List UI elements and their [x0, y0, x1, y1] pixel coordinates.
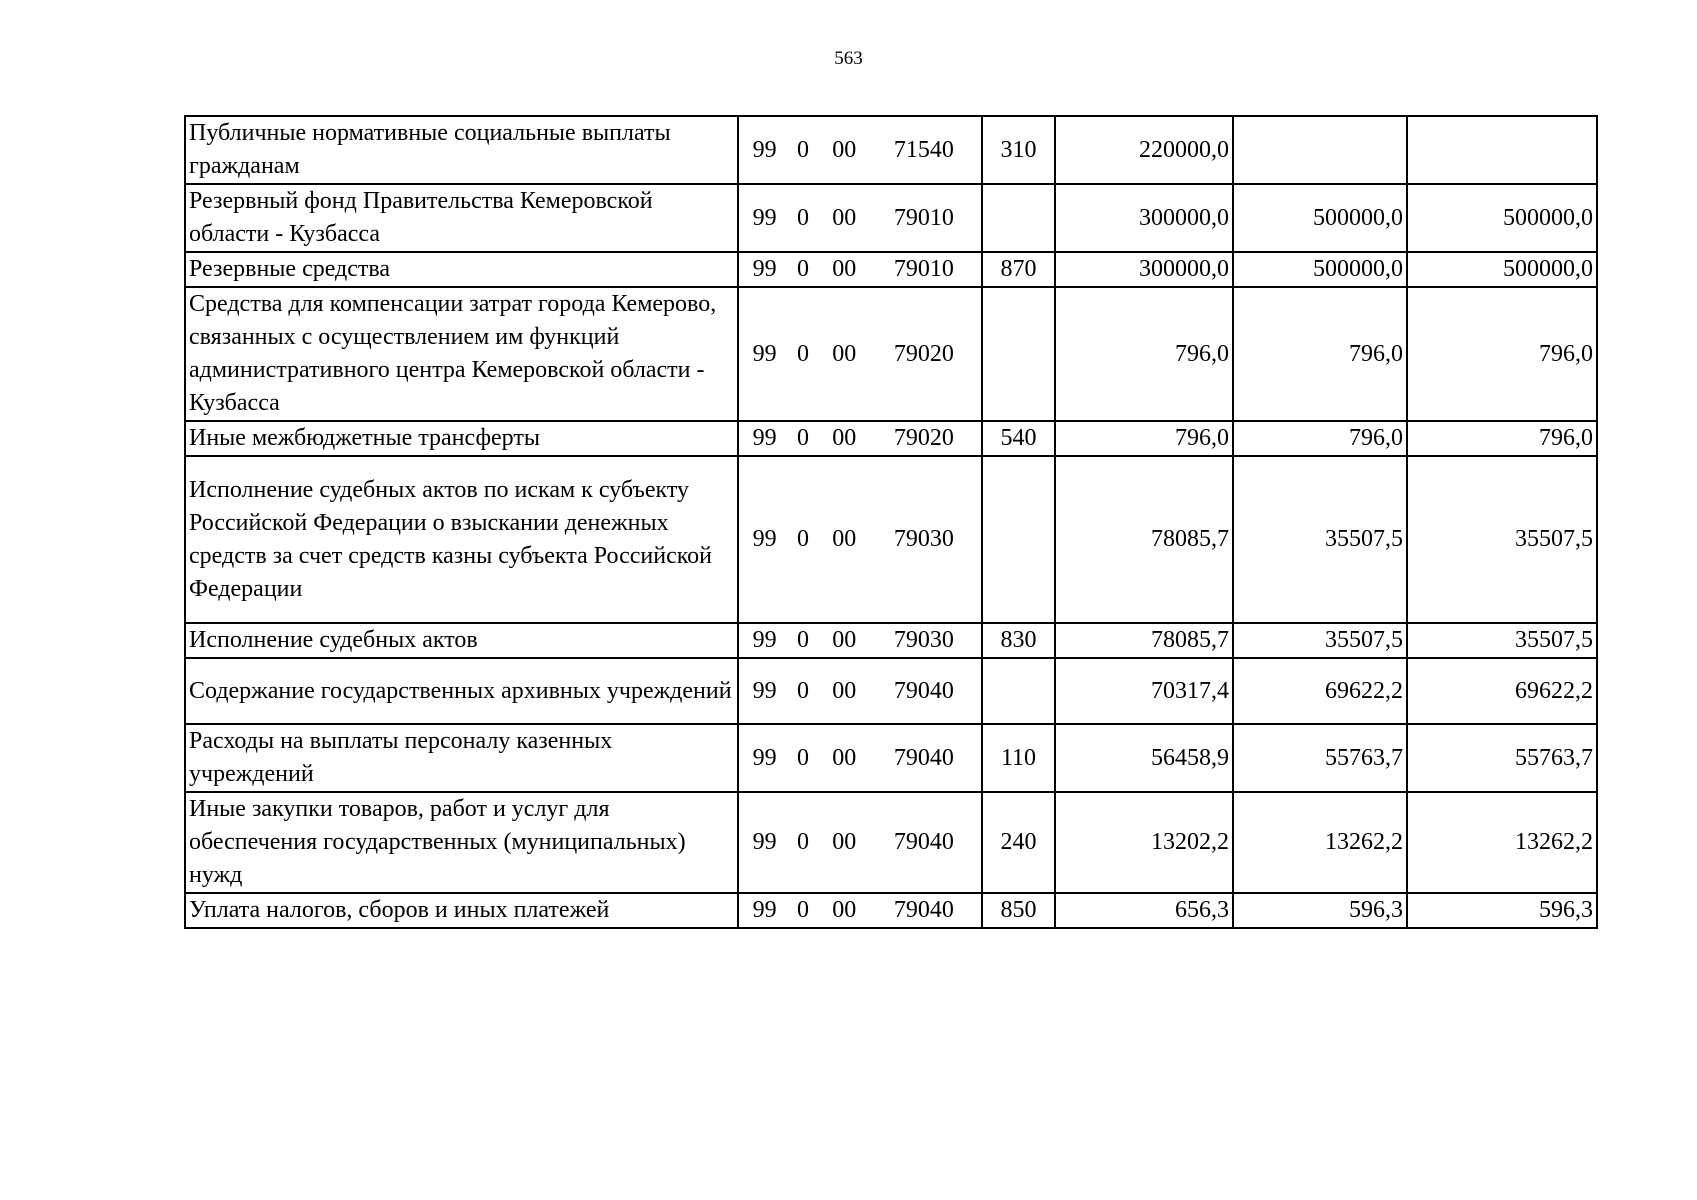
- subprogram-code: 0: [796, 204, 809, 231]
- amount-year-1: 13202,2: [1055, 792, 1233, 893]
- direction-code: 00: [832, 256, 857, 282]
- budget-table: [184, 115, 1598, 929]
- amount-year-3: 596,3: [1407, 893, 1597, 928]
- amount-year-1: 56458,9: [1055, 724, 1233, 792]
- amount-year-3: 69622,2: [1407, 658, 1597, 724]
- item-name: Резервные средства: [185, 252, 738, 287]
- table-row: [185, 287, 1597, 421]
- amount-year-3: 796,0: [1407, 287, 1597, 421]
- target-article-code: [738, 456, 982, 623]
- expense-code: 79010: [893, 256, 954, 282]
- subprogram-code: 0: [796, 526, 809, 552]
- amount-year-3: 13262,2: [1407, 792, 1597, 893]
- item-name: Расходы на выплаты персоналу казенных учреждений: [185, 724, 738, 792]
- expense-type-code: 240: [982, 792, 1055, 893]
- subprogram-code: 0: [796, 829, 809, 855]
- program-code: 99: [752, 829, 777, 855]
- amount-year-1: 78085,7: [1055, 456, 1233, 623]
- amount-year-1: 300000,0: [1055, 184, 1233, 252]
- subprogram-code: 0: [796, 744, 809, 771]
- amount-year-2: 69622,2: [1233, 658, 1407, 724]
- target-article-code: [738, 116, 982, 184]
- amount-year-1: 796,0: [1055, 421, 1233, 456]
- direction-code: 00: [832, 340, 857, 367]
- item-name: Иные закупки товаров, работ и услуг для обеспечения государственных (муниципальных) нужд: [185, 792, 738, 893]
- table-row: [185, 623, 1597, 658]
- subprogram-code: 0: [796, 136, 809, 163]
- item-name: Уплата налогов, сборов и иных платежей: [185, 893, 738, 928]
- expense-code: 79040: [893, 897, 954, 923]
- amount-year-3: 35507,5: [1407, 456, 1597, 623]
- target-article-code: [738, 658, 982, 724]
- expense-code: 79040: [893, 744, 954, 771]
- item-name: Публичные нормативные социальные выплаты гражданам: [185, 116, 738, 184]
- program-code: 99: [752, 677, 777, 704]
- subprogram-code: 0: [796, 677, 809, 704]
- subprogram-code: 0: [796, 425, 809, 451]
- target-article-code: [738, 792, 982, 893]
- expense-type-code: [982, 184, 1055, 252]
- subprogram-code: 0: [796, 897, 809, 923]
- table-row: [185, 658, 1597, 724]
- expense-type-code: 850: [982, 893, 1055, 928]
- amount-year-2: 55763,7: [1233, 724, 1407, 792]
- program-code: 99: [752, 136, 777, 163]
- amount-year-2: 796,0: [1233, 287, 1407, 421]
- subprogram-code: 0: [796, 340, 809, 367]
- amount-year-3: 55763,7: [1407, 724, 1597, 792]
- subprogram-code: 0: [796, 256, 809, 282]
- expense-type-code: 110: [982, 724, 1055, 792]
- expense-type-code: 830: [982, 623, 1055, 658]
- direction-code: 00: [832, 136, 857, 163]
- item-name: Иные межбюджетные трансферты: [185, 421, 738, 456]
- program-code: 99: [752, 340, 777, 367]
- target-article-code: [738, 724, 982, 792]
- amount-year-2: 796,0: [1233, 421, 1407, 456]
- expense-code: 79010: [893, 204, 954, 231]
- amount-year-1: 656,3: [1055, 893, 1233, 928]
- amount-year-1: 78085,7: [1055, 623, 1233, 658]
- expense-type-code: 870: [982, 252, 1055, 287]
- amount-year-2: 500000,0: [1233, 184, 1407, 252]
- target-article-code: [738, 184, 982, 252]
- program-code: 99: [752, 204, 777, 231]
- expense-code: 71540: [893, 136, 954, 163]
- expense-code: 79020: [893, 425, 954, 451]
- amount-year-2: [1233, 116, 1407, 184]
- expense-code: 79030: [893, 627, 954, 653]
- item-name: Содержание государственных архивных учреждений: [185, 658, 738, 724]
- table-row: [185, 116, 1597, 184]
- target-article-code: [738, 421, 982, 456]
- amount-year-2: 13262,2: [1233, 792, 1407, 893]
- expense-code: 79040: [893, 829, 954, 855]
- direction-code: 00: [832, 897, 857, 923]
- budget-table-body: [185, 116, 1597, 928]
- program-code: 99: [752, 897, 777, 923]
- item-name: Резервный фонд Правительства Кемеровской области - Кузбасса: [185, 184, 738, 252]
- table-row: [185, 252, 1597, 287]
- program-code: 99: [752, 744, 777, 771]
- expense-code: 79030: [893, 526, 954, 552]
- table-row: [185, 184, 1597, 252]
- amount-year-1: 796,0: [1055, 287, 1233, 421]
- amount-year-3: 500000,0: [1407, 252, 1597, 287]
- direction-code: 00: [832, 425, 857, 451]
- amount-year-2: 35507,5: [1233, 456, 1407, 623]
- table-row: [185, 792, 1597, 893]
- page-number: 563: [834, 48, 863, 69]
- target-article-code: [738, 623, 982, 658]
- item-name: Исполнение судебных актов: [185, 623, 738, 658]
- table-row: [185, 893, 1597, 928]
- direction-code: 00: [832, 829, 857, 855]
- table-row: [185, 456, 1597, 623]
- amount-year-1: 300000,0: [1055, 252, 1233, 287]
- program-code: 99: [752, 256, 777, 282]
- item-name: Исполнение судебных актов по искам к субъекту Российской Федерации о взыскании денежных средств за счет средств казны субъекта Российской Федерации: [185, 456, 738, 623]
- amount-year-3: 796,0: [1407, 421, 1597, 456]
- table-row: [185, 724, 1597, 792]
- expense-type-code: [982, 658, 1055, 724]
- item-name: Средства для компенсации затрат города Кемерово, связанных с осуществлением им функций административного центра Кемеровской области - Кузбасса: [185, 287, 738, 421]
- amount-year-3: [1407, 116, 1597, 184]
- table-row: [185, 421, 1597, 456]
- amount-year-3: 35507,5: [1407, 623, 1597, 658]
- expense-type-code: 540: [982, 421, 1055, 456]
- expense-code: 79040: [893, 677, 954, 704]
- target-article-code: [738, 252, 982, 287]
- amount-year-2: 35507,5: [1233, 623, 1407, 658]
- subprogram-code: 0: [796, 627, 809, 653]
- direction-code: 00: [832, 627, 857, 653]
- amount-year-1: 70317,4: [1055, 658, 1233, 724]
- direction-code: 00: [832, 677, 857, 704]
- amount-year-2: 500000,0: [1233, 252, 1407, 287]
- amount-year-2: 596,3: [1233, 893, 1407, 928]
- expense-type-code: 310: [982, 116, 1055, 184]
- amount-year-3: 500000,0: [1407, 184, 1597, 252]
- direction-code: 00: [832, 744, 857, 771]
- program-code: 99: [752, 627, 777, 653]
- target-article-code: [738, 893, 982, 928]
- program-code: 99: [752, 526, 777, 552]
- program-code: 99: [752, 425, 777, 451]
- target-article-code: [738, 287, 982, 421]
- direction-code: 00: [832, 526, 857, 552]
- expense-type-code: [982, 287, 1055, 421]
- expense-type-code: [982, 456, 1055, 623]
- expense-code: 79020: [893, 340, 954, 367]
- amount-year-1: 220000,0: [1055, 116, 1233, 184]
- direction-code: 00: [832, 204, 857, 231]
